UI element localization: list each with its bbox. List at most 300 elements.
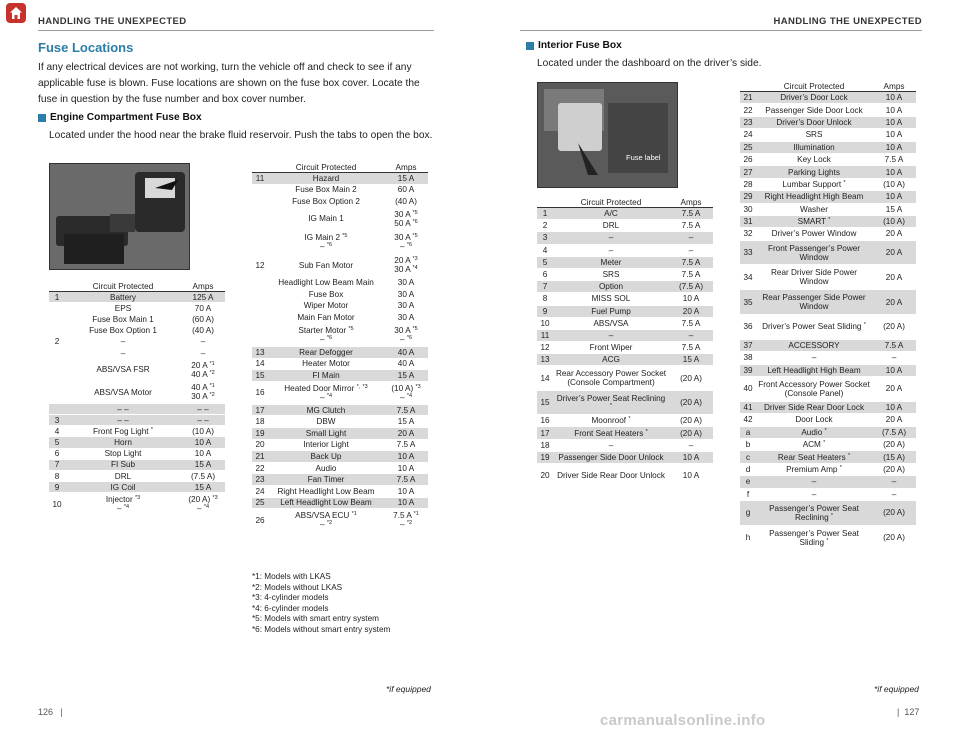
fuse-number: 2 [537,220,553,232]
table-row [740,290,916,315]
table-row [537,293,713,305]
fuse-amps: (15 A) [872,451,916,463]
footnote-item: *3: 4-cylinder models [252,593,329,602]
fuse-number: 40 [740,377,756,402]
table-row [740,92,916,104]
fuse-number: 8 [49,471,65,482]
fuse-number [252,277,268,289]
table-row [537,427,713,439]
table-row [740,116,916,128]
table-row [537,244,713,256]
table-row [49,471,225,482]
page-number-left: 126 | [38,707,63,717]
fuse-amps: 10 A [181,437,225,448]
fuse-amps: 20 A [669,305,713,317]
fuse-circuit: Driver’s Door Lock [756,92,872,104]
fuse-number [252,312,268,324]
fuse-number: 14 [537,366,553,390]
fuse-number: 7 [49,459,65,470]
table-row [740,426,916,438]
fuse-circuit: Door Lock [756,414,872,426]
table-row [252,439,428,451]
interior-heading: Interior Fuse Box [526,40,622,51]
table-row [49,292,225,303]
fuse-circuit: Main Fan Motor [268,312,384,324]
fuse-number: 25 [740,141,756,153]
fuse-circuit: – [553,329,669,341]
table-row [740,191,916,203]
table-row [252,196,428,208]
table-row [537,415,713,427]
fuse-number: 12 [252,254,268,277]
table-row [49,493,225,515]
table-row [740,141,916,153]
fuse-number [252,230,268,253]
fuse-amps: 7.5 A [872,153,916,165]
table-row [252,497,428,509]
footnote-item: *5: Models with smart entry system [252,614,379,623]
fuse-circuit: Right Headlight Low Beam [268,486,384,498]
table-row [740,451,916,463]
fuse-amps: 7.5 A [669,256,713,268]
table-row [252,451,428,463]
fuse-number: 8 [537,293,553,305]
table-row [49,415,225,426]
table-row [252,288,428,300]
table-row [537,366,713,390]
table-row [537,354,713,366]
fuse-number: 13 [252,346,268,358]
table-row [49,303,225,314]
table-row [537,305,713,317]
fuse-circuit: Rear Defogger [268,346,384,358]
fuse-circuit: Audio [268,462,384,474]
fuse-circuit: Audio * [756,426,872,438]
fuse-amps: 7.5 A [669,220,713,232]
col-amps-header: Amps [872,82,916,92]
table-row [252,323,428,346]
fuse-number: 6 [49,448,65,459]
fuse-circuit: Fuel Pump [553,305,669,317]
fuse-circuit: Passenger Side Door Unlock [553,451,669,463]
fuse-circuit: – [553,232,669,244]
fuse-number [49,347,65,358]
fuse-circuit: Small Light [268,428,384,440]
table-row [252,416,428,428]
table-row [49,347,225,358]
if-equipped-right: *if equipped [874,684,919,694]
fuse-circuit: Washer [756,203,872,215]
table-row [252,277,428,289]
fuse-number: 21 [740,92,756,104]
fuse-circuit: Driver’s Power Window [756,228,872,240]
fuse-circuit: – [65,347,181,358]
fuse-amps: 10 A [384,462,428,474]
fuse-number [49,325,65,336]
engine-heading: Engine Compartment Fuse Box [38,112,202,123]
fuse-amps: 10 A [872,401,916,413]
fuse-number: 27 [740,166,756,178]
fuse-circuit: Driver’s Door Unlock [756,116,872,128]
table-row [252,486,428,498]
table-row [252,230,428,253]
fuse-amps: 15 A [872,203,916,215]
fuse-number: 17 [537,427,553,439]
table-row [537,451,713,463]
fuse-circuit: Rear Seat Heaters * [756,451,872,463]
fuse-circuit: – [756,352,872,364]
fuse-label-caption: Fuse label [626,153,661,162]
fuse-number: 26 [252,509,268,532]
fuse-number: 41 [740,401,756,413]
home-icon[interactable] [6,3,26,23]
fuse-number [252,300,268,312]
fuse-circuit: – [756,488,872,500]
fuse-circuit: Heater Motor [268,358,384,370]
col-num-header [49,282,65,292]
fuse-number: 18 [537,439,553,451]
col-num-header [252,163,268,173]
engine-fuse-table-1 [49,282,225,516]
fuse-circuit: Driver Side Rear Door Lock [756,401,872,413]
fuse-number: f [740,488,756,500]
fuse-number: 26 [740,153,756,165]
fuse-number: 6 [537,268,553,280]
table-row [740,228,916,240]
fuse-number: c [740,451,756,463]
fuse-number: 24 [740,129,756,141]
fuse-amps: (7.5 A) [669,281,713,293]
fuse-number: 23 [252,474,268,486]
table-row [740,476,916,488]
fuse-amps: 20 A $^{*3}$ 30 A $^{*4}$ [384,254,428,277]
fuse-amps: (20 A) [669,415,713,427]
fuse-amps: (20 A) [669,427,713,439]
fuse-amps: 20 A [872,414,916,426]
fuse-number: 18 [252,416,268,428]
interior-fuse-table-2 [740,82,916,551]
table-row [252,462,428,474]
page-title: Fuse Locations [38,40,134,55]
col-num-header [537,198,553,208]
fuse-circuit: Wiper Motor [268,300,384,312]
engine-fuse-box-image [49,163,190,270]
fuse-amps: 7.5 A $^{*1}$ – $^{*2}$ [384,509,428,532]
fuse-circuit: Front Passenger’s Power Window [756,240,872,265]
fuse-amps: (7.5 A) [872,426,916,438]
fuse-circuit: Driver’s Power Seat Sliding * [756,315,872,340]
fuse-amps: 7.5 A [669,208,713,220]
table-row [537,208,713,220]
table-row [537,329,713,341]
col-circuit-header: Circuit Protected [268,163,384,173]
fuse-amps: 10 A [872,92,916,104]
fuse-circuit: – [65,336,181,347]
fuse-circuit: ABS/VSA [553,317,669,329]
table-row [740,401,916,413]
interior-fuse-table-1 [537,198,713,488]
fuse-number: 19 [252,428,268,440]
fuse-number: 28 [740,178,756,190]
fuse-amps: 15 A [181,482,225,493]
fuse-amps: 7.5 A [669,268,713,280]
fuse-circuit: IG Main 2 $^{*5}$ – $^{*6}$ [268,230,384,253]
fuse-amps: – [669,439,713,451]
fuse-number: 31 [740,215,756,227]
fuse-number: 38 [740,352,756,364]
engine-text: Located under the hood near the brake fluid reservoir. Push the tabs to open the box. [49,130,433,141]
fuse-amps: 10 A [872,116,916,128]
fuse-number: 30 [740,203,756,215]
table-row [49,314,225,325]
fuse-circuit: Key Lock [756,153,872,165]
fuse-amps: 10 A [872,104,916,116]
fuse-number: 17 [252,404,268,416]
table-row [252,312,428,324]
fuse-circuit: Option [553,281,669,293]
fuse-amps: 10 A [669,451,713,463]
fuse-amps: 30 A $^{*5}$ – $^{*6}$ [384,323,428,346]
fuse-circuit: EPS [65,303,181,314]
col-amps-header: Amps [669,198,713,208]
table-row [252,346,428,358]
fuse-amps: – [669,232,713,244]
fuse-amps: (20 A) [872,439,916,451]
fuse-number [49,359,65,381]
fuse-circuit: SRS [553,268,669,280]
fuse-amps: (10 A) [872,178,916,190]
fuse-circuit: Meter [553,256,669,268]
fuse-number: 1 [49,292,65,303]
footnote-item: *2: Models without LKAS [252,582,343,592]
fuse-amps: – [181,336,225,347]
fuse-amps: 7.5 A [384,474,428,486]
table-row [537,390,713,414]
fuse-amps: 10 A [384,451,428,463]
fuse-amps: 30 A [384,277,428,289]
fuse-number: 15 [252,370,268,382]
table-row [740,439,916,451]
footnote-item: *1: Models with LKAS [252,572,331,581]
fuse-amps: (10 A) [872,215,916,227]
col-amps-header: Amps [181,282,225,292]
fuse-circuit: IG Coil [65,482,181,493]
fuse-amps: 40 A [384,358,428,370]
col-circuit-header: Circuit Protected [756,82,872,92]
fuse-amps: 10 A [669,463,713,487]
table-row [740,414,916,426]
fuse-number [252,288,268,300]
table-row [252,184,428,196]
fuse-circuit: Fuse Box Option 2 [268,196,384,208]
fuse-circuit: Premium Amp * [756,463,872,475]
fuse-amps: 40 A $^{*1}$ 30 A $^{*2}$ [181,381,225,403]
fuse-number: 5 [537,256,553,268]
fuse-amps: 7.5 A [669,342,713,354]
table-row [740,352,916,364]
fuse-circuit: Rear Accessory Power Socket (Console Compartment) [553,366,669,390]
fuse-number: 25 [252,497,268,509]
table-row [252,358,428,370]
fuse-number: 9 [537,305,553,317]
fuse-number [252,207,268,230]
fuse-amps: (20 A) [872,315,916,340]
fuse-amps: 125 A [181,292,225,303]
fuse-amps: 10 A [872,364,916,376]
fuse-number: 15 [537,390,553,414]
footnote-item: *6: Models without smart entry system [252,624,391,634]
fuse-circuit: Horn [65,437,181,448]
table-row [740,265,916,290]
fuse-amps: (7.5 A) [181,471,225,482]
fuse-number: 36 [740,315,756,340]
fuse-circuit: – – [65,415,181,426]
table-row [740,240,916,265]
fuse-number: 3 [49,415,65,426]
fuse-amps: 10 A [384,497,428,509]
table-row [49,459,225,470]
fuse-number: 33 [740,240,756,265]
fuse-circuit: FI Main [268,370,384,382]
fuse-circuit: Rear Passenger Side Power Window [756,290,872,315]
table-row [49,359,225,381]
fuse-amps: 7.5 A [384,439,428,451]
fuse-number: h [740,525,756,550]
fuse-circuit: Front Accessory Power Socket (Console Panel) [756,377,872,402]
header-right: HANDLING THE UNEXPECTED [773,16,922,27]
fuse-number: 14 [252,358,268,370]
table-row [740,104,916,116]
fuse-amps: 20 A $^{*1}$ 40 A $^{*2}$ [181,359,225,381]
header-rule-left [38,30,434,31]
fuse-number: 3 [537,232,553,244]
table-row [740,203,916,215]
fuse-number: 19 [537,451,553,463]
fuse-circuit: Left Headlight High Beam [756,364,872,376]
fuse-circuit: ACM * [756,439,872,451]
fuse-circuit: Interior Light [268,439,384,451]
table-row [537,256,713,268]
fuse-circuit: Battery [65,292,181,303]
fuse-circuit: Passenger’s Power Seat Reclining * [756,500,872,525]
fuse-number: 16 [252,381,268,404]
table-row [252,173,428,185]
fuse-number [49,381,65,403]
fuse-number [252,323,268,346]
fuse-amps: 60 A [384,184,428,196]
fuse-amps: – – [181,403,225,414]
watermark: carmanualsonline.info [600,712,766,729]
fuse-number: 20 [537,463,553,487]
fuse-number [49,303,65,314]
fuse-circuit: – [553,244,669,256]
fuse-amps: (20 A) [872,463,916,475]
fuse-amps: (20 A) [669,366,713,390]
table-row [49,448,225,459]
fuse-amps: – – [181,415,225,426]
fuse-number: 22 [740,104,756,116]
table-row [740,525,916,550]
fuse-circuit: – [553,439,669,451]
table-row [252,254,428,277]
fuse-circuit: Headlight Low Beam Main [268,277,384,289]
table-row [252,509,428,532]
footnote-item: *4: 6-cylinder models [252,603,329,613]
table-row [252,207,428,230]
col-circuit-header: Circuit Protected [553,198,669,208]
table-row [49,336,225,347]
table-row [740,153,916,165]
fuse-number [252,184,268,196]
fuse-circuit: Lumbar Support * [756,178,872,190]
fuse-circuit: IG Main 1 [268,207,384,230]
fuse-circuit: Sub Fan Motor [268,254,384,277]
fuse-amps: 15 A [384,416,428,428]
fuse-circuit: Front Wiper [553,342,669,354]
fuse-circuit: SMART * [756,215,872,227]
fuse-amps: 30 A $^{*5}$ 50 A $^{*6}$ [384,207,428,230]
fuse-number: 10 [49,493,65,515]
fuse-number: a [740,426,756,438]
fuse-circuit: MISS SOL [553,293,669,305]
fuse-number: 24 [252,486,268,498]
fuse-number: 37 [740,339,756,351]
fuse-number: 13 [537,354,553,366]
fuse-number: 21 [252,451,268,463]
fuse-number: 35 [740,290,756,315]
table-row [49,437,225,448]
fuse-amps: 30 A [384,300,428,312]
fuse-circuit: MG Clutch [268,404,384,416]
fuse-circuit: Rear Driver Side Power Window [756,265,872,290]
table-row [740,488,916,500]
table-row [537,281,713,293]
fuse-amps: – [669,329,713,341]
fuse-amps: (20 A) [669,390,713,414]
table-row [537,268,713,280]
fuse-number: e [740,476,756,488]
intro-text: If any electrical devices are not working, turn the vehicle off and check to see if any applicable fuse is blown. Fuse locations are shown on the fuse box cover. Locate the fuse in question by the fuse number and box cover number. [38,62,420,105]
fuse-amps: (40 A) [181,325,225,336]
fuse-circuit: Stop Light [65,448,181,459]
interior-text: Located under the dashboard on the driver’s side. [537,58,762,69]
fuse-circuit: Illumination [756,141,872,153]
fuse-number: 1 [537,208,553,220]
fuse-amps: 20 A [872,290,916,315]
fuse-amps: 30 A [384,288,428,300]
fuse-circuit: Fan Timer [268,474,384,486]
fuse-number: 34 [740,265,756,290]
fuse-circuit: Driver Side Rear Door Unlock [553,463,669,487]
fuse-number: 20 [252,439,268,451]
page-number-right: | 127 [897,707,920,717]
fuse-circuit: Parking Lights [756,166,872,178]
fuse-amps: 40 A [384,346,428,358]
fuse-amps: 15 A [669,354,713,366]
fuse-circuit: Front Seat Heaters * [553,427,669,439]
table-row [740,463,916,475]
fuse-amps: – [872,352,916,364]
fuse-circuit: A/C [553,208,669,220]
engine-fuse-table-2 [252,163,428,532]
fuse-amps: (20 A) $^{*3}$ – $^{*4}$ [181,493,225,515]
fuse-number [49,314,65,325]
fuse-amps: (20 A) [872,525,916,550]
fuse-amps: – [872,476,916,488]
fuse-amps: – [669,244,713,256]
fuse-amps: 10 A [872,166,916,178]
fuse-circuit: Fuse Box Main 1 [65,314,181,325]
